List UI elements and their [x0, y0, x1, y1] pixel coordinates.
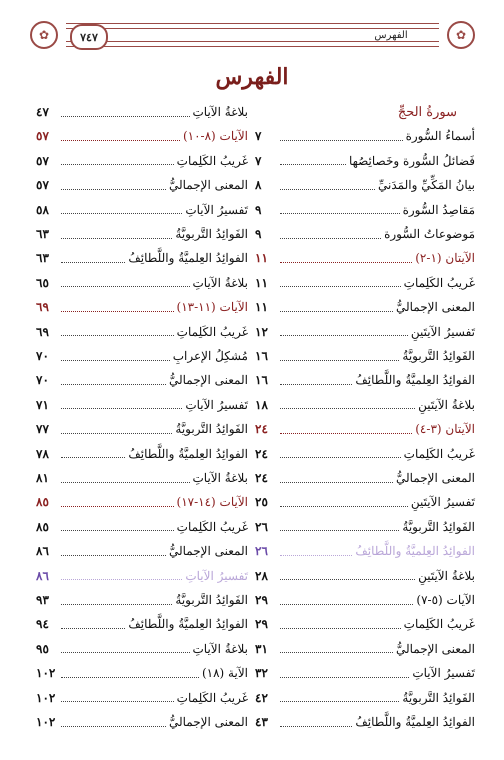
toc-entry-page: ٣١	[255, 641, 268, 656]
toc-entry-title: تَفسيرُ الآيتَينِ	[410, 495, 475, 510]
toc-entry-page: ٧١	[36, 397, 49, 412]
toc-entry-title: الفَوائِدُ التَّربويَّةُ	[175, 227, 248, 241]
toc-entry-title: مَوضوعاتُ السُّورة	[384, 227, 475, 241]
dot-leader	[61, 140, 180, 141]
dot-leader	[61, 677, 199, 678]
dot-leader	[280, 408, 415, 409]
dot-leader	[61, 482, 190, 483]
frame-rule	[66, 46, 439, 47]
toc-entry-page: ٧٨	[36, 446, 49, 461]
dot-leader	[280, 311, 393, 312]
toc-entry-title: الآيتان (٣-٤)	[415, 422, 475, 437]
dot-leader	[61, 579, 182, 580]
toc-entry-page: ٦٩	[36, 300, 49, 315]
dot-leader	[61, 311, 174, 312]
toc-entry	[36, 710, 248, 734]
toc-entry-page: ٧٠	[36, 373, 49, 388]
toc-entry-page: ٨١	[36, 471, 49, 485]
toc-entry-page: ٦٣	[36, 227, 49, 241]
toc-entry	[255, 539, 475, 563]
toc-entry-page: ١١	[255, 275, 268, 290]
toc-entry-title: مُشكِلُ الإعرابِ	[172, 349, 248, 363]
toc-entry-title: غَريبُ الكَلِماتِ	[176, 153, 248, 168]
toc-entry	[36, 490, 248, 514]
dot-leader	[61, 433, 172, 434]
toc-entry	[36, 295, 248, 319]
rosette-ornament-icon: ✿	[443, 20, 479, 50]
toc-entry-title: الفوائِدُ العِلميَّةُ واللَّطائِفُ	[355, 373, 475, 388]
toc-entry	[36, 588, 248, 612]
toc-entry	[255, 564, 475, 588]
dot-leader	[280, 213, 400, 214]
toc-entry-page: ٦٣	[36, 251, 49, 266]
toc-entry	[36, 198, 248, 222]
toc-entry-page: ٨٥	[36, 519, 49, 534]
header-frame	[26, 20, 479, 50]
toc-entry-title: الآيتان (١-٢)	[415, 251, 475, 266]
toc-entry-page: ٦٥	[36, 275, 49, 290]
toc-entry-page: ٨٦	[36, 568, 49, 583]
toc-entry	[36, 173, 248, 197]
toc-entry-title: تَفسيرُ الآياتِ	[185, 202, 248, 217]
toc-entry-title: بيانُ المَكِّيِّ والمَدَنيِّ	[378, 178, 475, 193]
dot-leader	[280, 189, 375, 190]
toc-entry-title: المعنى الإجماليُّ	[168, 373, 248, 388]
toc-entry	[36, 442, 248, 466]
toc-entry	[255, 222, 475, 246]
toc-entry	[255, 124, 475, 148]
toc-entry-title: بلاغةُ الآياتِ	[192, 641, 248, 656]
toc-entry-title: بلاغةُ الآياتِ	[192, 105, 248, 119]
toc-entry	[255, 710, 475, 734]
dot-leader	[280, 555, 352, 556]
toc-entry-page: ٩٥	[36, 641, 49, 656]
dot-leader	[280, 677, 409, 678]
toc-entry-page: ١٨	[255, 397, 268, 412]
dot-leader	[280, 628, 401, 629]
toc-entry-title: تَفسيرُ الآيتَينِ	[410, 324, 475, 339]
toc-entry-page: ١٠٢	[36, 690, 56, 705]
toc-entry-page: ٦٩	[36, 324, 49, 339]
toc-entry-title: الفوائِدُ العِلميَّةُ واللَّطائِفُ	[128, 617, 248, 632]
toc-entry-page: ١١	[255, 251, 268, 266]
dot-leader	[280, 286, 401, 287]
toc-entry-title: المعنى الإجماليُّ	[395, 300, 475, 315]
page-title: الفهرس	[215, 64, 289, 90]
toc-entry-title: غَريبُ الكَلِماتِ	[403, 275, 475, 290]
toc-entry-title: المعنى الإجماليُّ	[168, 715, 248, 729]
dot-leader	[280, 530, 399, 531]
toc-entry	[36, 246, 248, 270]
toc-entry	[255, 417, 475, 441]
dot-leader	[280, 652, 393, 653]
dot-leader	[61, 701, 174, 702]
dot-leader	[61, 213, 182, 214]
dot-leader	[61, 530, 174, 531]
toc-entry-title: تَفسيرُ الآياتِ	[185, 568, 248, 583]
toc-entry	[255, 320, 475, 344]
rosette-ornament-icon: ✿	[26, 20, 62, 50]
toc-entry-page: ٧٠	[36, 349, 49, 363]
toc-entry-title: المعنى الإجماليُّ	[168, 544, 248, 559]
toc-entry	[36, 637, 248, 661]
toc-entry-page: ٢٤	[255, 471, 268, 485]
toc-entry	[36, 368, 248, 392]
dot-leader	[61, 238, 172, 239]
toc-entry-page: ٢٨	[255, 568, 268, 583]
toc-entry-page: ٨	[255, 178, 262, 193]
toc-entry	[255, 271, 475, 295]
toc-entry-title: المعنى الإجماليُّ	[395, 471, 475, 485]
toc-entry-page: ٩٤	[36, 617, 49, 632]
dot-leader	[280, 384, 352, 385]
dot-leader	[280, 140, 403, 141]
dot-leader	[280, 604, 413, 605]
toc-entry	[36, 539, 248, 563]
dot-leader	[280, 335, 408, 336]
toc-entry	[255, 686, 475, 710]
toc-entry	[255, 612, 475, 636]
toc-entry-page: ٢٥	[255, 495, 268, 510]
toc-entry-page: ١٦	[255, 373, 268, 388]
dot-leader	[61, 604, 172, 605]
toc-entry-page: ١١	[255, 300, 268, 315]
toc-entry	[36, 515, 248, 539]
frame-rule	[66, 23, 439, 24]
toc-entry-title: تَفسيرُ الآياتِ	[185, 397, 248, 412]
toc-entry-title: غَريبُ الكَلِماتِ	[176, 324, 248, 339]
toc-entry	[255, 173, 475, 197]
toc-entry	[36, 271, 248, 295]
toc-entry	[36, 124, 248, 148]
toc-entry	[36, 149, 248, 173]
dot-leader	[280, 238, 381, 239]
toc-entry-page: ٥٧	[36, 129, 49, 144]
toc-entry-title: مَقاصِدُ السُّورة	[402, 202, 475, 217]
dot-leader	[280, 360, 399, 361]
toc-entry-page: ٤٣	[255, 715, 268, 729]
toc-entry	[36, 564, 248, 588]
dot-leader	[61, 262, 125, 263]
toc-entry-page: ١٠٢	[36, 666, 56, 681]
dot-leader	[280, 506, 408, 507]
toc-entry-page: ٤٢	[255, 690, 268, 705]
dot-leader	[61, 384, 166, 385]
toc-entry-page: ٧	[255, 129, 262, 144]
toc-entry	[255, 393, 475, 417]
toc-entry-title: الفوائِدُ العِلميَّةُ واللَّطائِفُ	[128, 446, 248, 461]
toc-entry-page: ٢٤	[255, 422, 268, 437]
dot-leader	[280, 726, 352, 727]
toc-entry	[36, 393, 248, 417]
toc-entry	[36, 661, 248, 685]
toc-entry-title: الآية (١٨)	[201, 666, 248, 681]
toc-entry-title: غَريبُ الكَلِماتِ	[176, 519, 248, 534]
toc-entry	[36, 344, 248, 368]
toc-entry-page: ٧٧	[36, 422, 49, 437]
toc-entry-page: ٤٧	[36, 105, 49, 119]
dot-leader	[280, 262, 412, 263]
toc-entry-page: ١٦	[255, 349, 268, 363]
toc-entry	[36, 100, 248, 124]
toc-entry	[36, 686, 248, 710]
dot-leader	[280, 164, 346, 165]
dot-leader	[61, 726, 166, 727]
toc-entry-title: الفَوائِدُ التَّربويَّةُ	[402, 349, 475, 363]
toc-entry-title: الآيات (١١-١٣)	[176, 300, 248, 315]
toc-entry-page: ٣٢	[255, 666, 268, 681]
dot-leader	[280, 579, 415, 580]
dot-leader	[61, 408, 182, 409]
toc-entry-title: الآيات (٨-١٠)	[182, 129, 248, 144]
toc-entry-page: ٥٧	[36, 178, 49, 193]
dot-leader	[280, 701, 399, 702]
toc-entry-page: ٩	[255, 227, 262, 241]
toc-entry-title: بلاغةُ الآياتِ	[192, 275, 248, 290]
toc-entry-title: الفوائِدُ العِلميَّةُ واللَّطائِفُ	[355, 544, 475, 559]
toc-entry-title: المعنى الإجماليُّ	[395, 641, 475, 656]
toc-entry	[255, 588, 475, 612]
dot-leader	[61, 506, 174, 507]
toc-entry-page: ٧	[255, 153, 262, 168]
toc-entry-page: ١٠٢	[36, 715, 56, 729]
toc-entry-title: فَضائلُ السُّورة وخَصائِصُها	[348, 153, 475, 168]
toc-entry-title: الفَوائِدُ التَّربويَّةُ	[402, 690, 475, 705]
toc-entry	[255, 295, 475, 319]
toc-entry-title: سورةُ الحجِّ	[397, 104, 457, 120]
toc-entry-page: ٢٦	[255, 544, 268, 559]
toc-entry-page: ٩٣	[36, 593, 49, 607]
dot-leader	[61, 652, 190, 653]
dot-leader	[61, 555, 166, 556]
toc-heading	[255, 100, 475, 124]
toc-entry-page: ٥٨	[36, 202, 49, 217]
toc-entry-page: ٨٥	[36, 495, 49, 510]
toc-entry	[255, 246, 475, 270]
toc-entry-page: ٢٩	[255, 593, 268, 607]
toc-entry	[255, 637, 475, 661]
toc-entry-page: ٩	[255, 202, 262, 217]
toc-entry	[36, 320, 248, 344]
toc-entry	[36, 612, 248, 636]
toc-entry-title: الفَوائِدُ التَّربويَّةُ	[175, 422, 248, 437]
toc-entry-title: الآيات (٥-٧)	[416, 593, 475, 607]
toc-entry	[255, 442, 475, 466]
toc-entry-title: الآيات (١٤-١٧)	[176, 495, 248, 510]
toc-entry-page: ٢٦	[255, 519, 268, 534]
toc-entry-title: تَفسيرُ الآياتِ	[412, 666, 475, 681]
toc-entry-title: بلاغةُ الآيتَينِ	[418, 568, 475, 583]
toc-entry	[255, 466, 475, 490]
dot-leader	[61, 335, 174, 336]
toc-entry-title: بلاغةُ الآياتِ	[192, 471, 248, 485]
toc-entry	[255, 490, 475, 514]
toc-entry-page: ٢٩	[255, 617, 268, 632]
dot-leader	[61, 116, 190, 117]
toc-entry	[255, 149, 475, 173]
toc-entry-title: غَريبُ الكَلِماتِ	[176, 690, 248, 705]
page-number: ٧٤٧	[70, 24, 108, 50]
dot-leader	[61, 286, 190, 287]
toc-entry	[255, 661, 475, 685]
running-head: الفهرس	[374, 30, 408, 41]
dot-leader	[61, 360, 170, 361]
dot-leader	[280, 457, 401, 458]
toc-entry-title: بلاغةُ الآيتَينِ	[418, 397, 475, 412]
toc-entry	[36, 466, 248, 490]
toc-entry-title: المعنى الإجماليُّ	[168, 178, 248, 193]
toc-entry-title: الفوائِدُ العِلميَّةُ واللَّطائِفُ	[355, 715, 475, 729]
dot-leader	[61, 628, 125, 629]
toc-entry	[36, 222, 248, 246]
toc-entry-page: ١٢	[255, 324, 268, 339]
toc-entry-title: غَريبُ الكَلِماتِ	[403, 446, 475, 461]
toc-entry	[255, 515, 475, 539]
toc-entry	[255, 368, 475, 392]
toc-entry-title: الفَوائِدُ التَّربويَّةُ	[402, 519, 475, 534]
toc-entry-title: الفوائِدُ العِلميَّةُ واللَّطائِفُ	[128, 251, 248, 266]
toc-entry-title: غَريبُ الكَلِماتِ	[403, 617, 475, 632]
toc-entry-page: ٢٤	[255, 446, 268, 461]
frame-rule	[66, 28, 439, 29]
toc-entry-title: أسماءُ السُّورة	[405, 129, 475, 144]
frame-rule	[66, 41, 439, 42]
dot-leader	[61, 189, 166, 190]
toc-entry-page: ٥٧	[36, 153, 49, 168]
dot-leader	[61, 457, 125, 458]
toc-entry	[255, 344, 475, 368]
toc-entry	[255, 198, 475, 222]
toc-entry	[36, 417, 248, 441]
dot-leader	[280, 482, 393, 483]
toc-entry-title: الفَوائِدُ التَّربويَّةُ	[175, 593, 248, 607]
toc-entry-page: ٨٦	[36, 544, 49, 559]
dot-leader	[280, 433, 412, 434]
dot-leader	[61, 164, 174, 165]
